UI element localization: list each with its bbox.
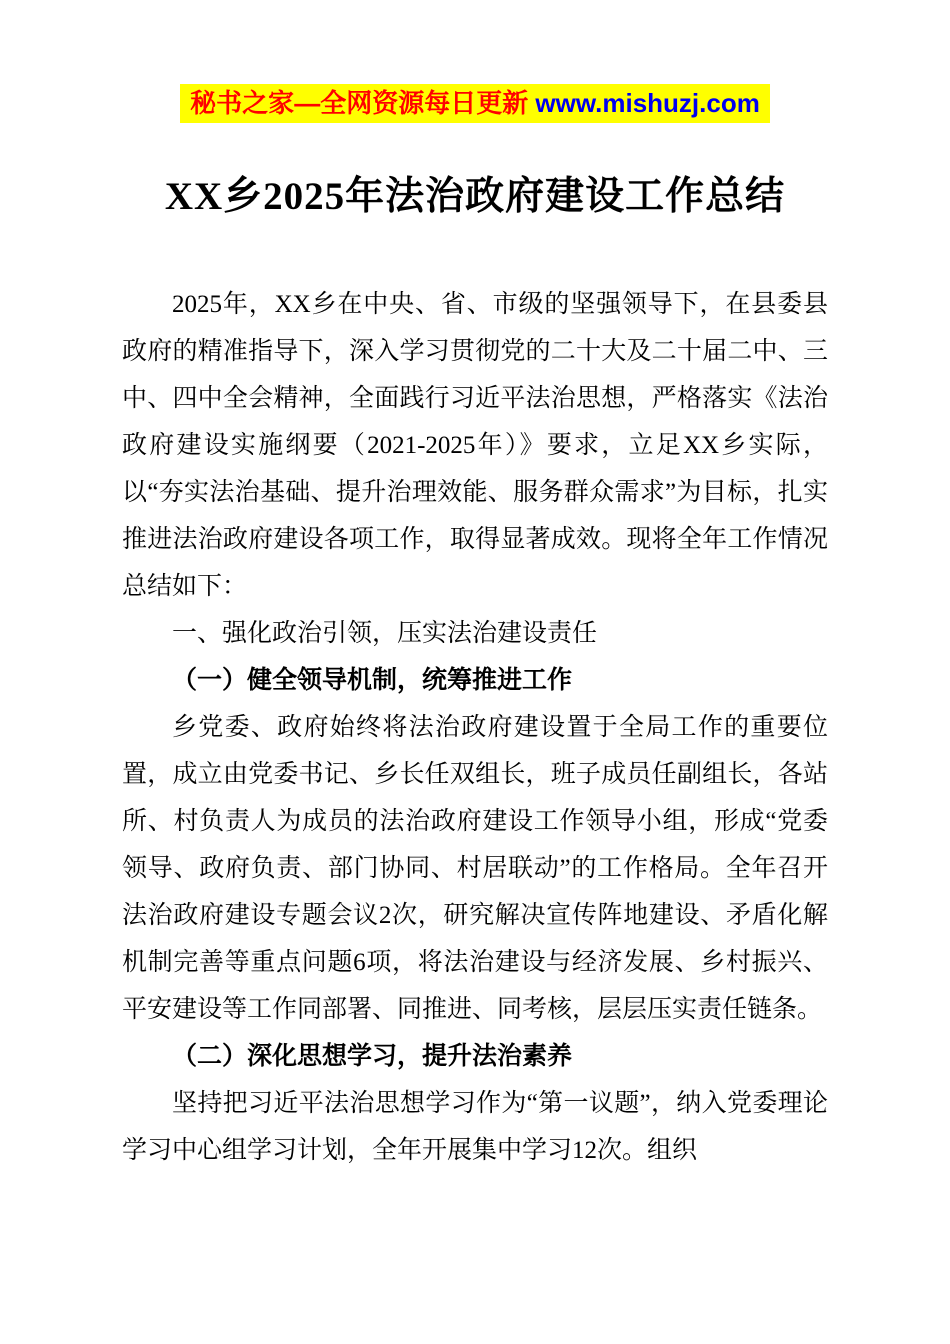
section-heading-1: 一、强化政治引领，压实法治建设责任 bbox=[172, 619, 598, 647]
promo-banner-row bbox=[0, 0, 950, 123]
banner-tagline: —全网资源每日更新 bbox=[294, 88, 536, 118]
promo-banner bbox=[180, 84, 770, 123]
subsection-heading-1-1: （一）健全领导机制，统筹推进工作 bbox=[172, 665, 573, 694]
subsection-heading-1-2: （二）深化思想学习，提升法治素养 bbox=[172, 1041, 573, 1070]
site-name: 秘书之家 bbox=[190, 88, 295, 118]
document-title: XX乡2025年法治政府建设工作总结 bbox=[164, 174, 786, 218]
paragraph-leadership: 乡党委、政府始终将法治政府建设置于全局工作的重要位置，成立由党委书记、乡长任双组长，班子成员任副组长，各站所、村负责人为成员的法治政府建设工作领导小组，形成“党委领导、政府负责、部门协同、村居联动”的工作格局。全年召开法治政府建设专题会议2次，研究解决宣传阵地建设、矛盾化解机制完善等重点问题6项，将法治建设与经济发展、乡村振兴、平安建设等工作同部署、同推进、同考核，层层压实责任链条。 bbox=[122, 713, 828, 1023]
document-body bbox=[122, 281, 828, 1174]
site-url-link[interactable]: www.mishuzj.com bbox=[535, 88, 760, 118]
paragraph-intro: 2025年，XX乡在中央、省、市级的坚强领导下，在县委县政府的精准指导下，深入学习贯彻党的二十大及二十届二中、三中、四中全会精神，全面践行习近平法治思想，严格落实《法治政府建设实施纲要（2021-2025年）》要求，立足XX乡实际，以“夯实法治基础、提升治理效能、服务群众需求”为目标，扎实推进法治政府建设各项工作，取得显著成效。现将全年工作情况总结如下： bbox=[122, 290, 828, 600]
paragraph-study: 坚持把习近平法治思想学习作为“第一议题”，纳入党委理论学习中心组学习计划，全年开展集中学习12次。组织 bbox=[122, 1089, 828, 1164]
